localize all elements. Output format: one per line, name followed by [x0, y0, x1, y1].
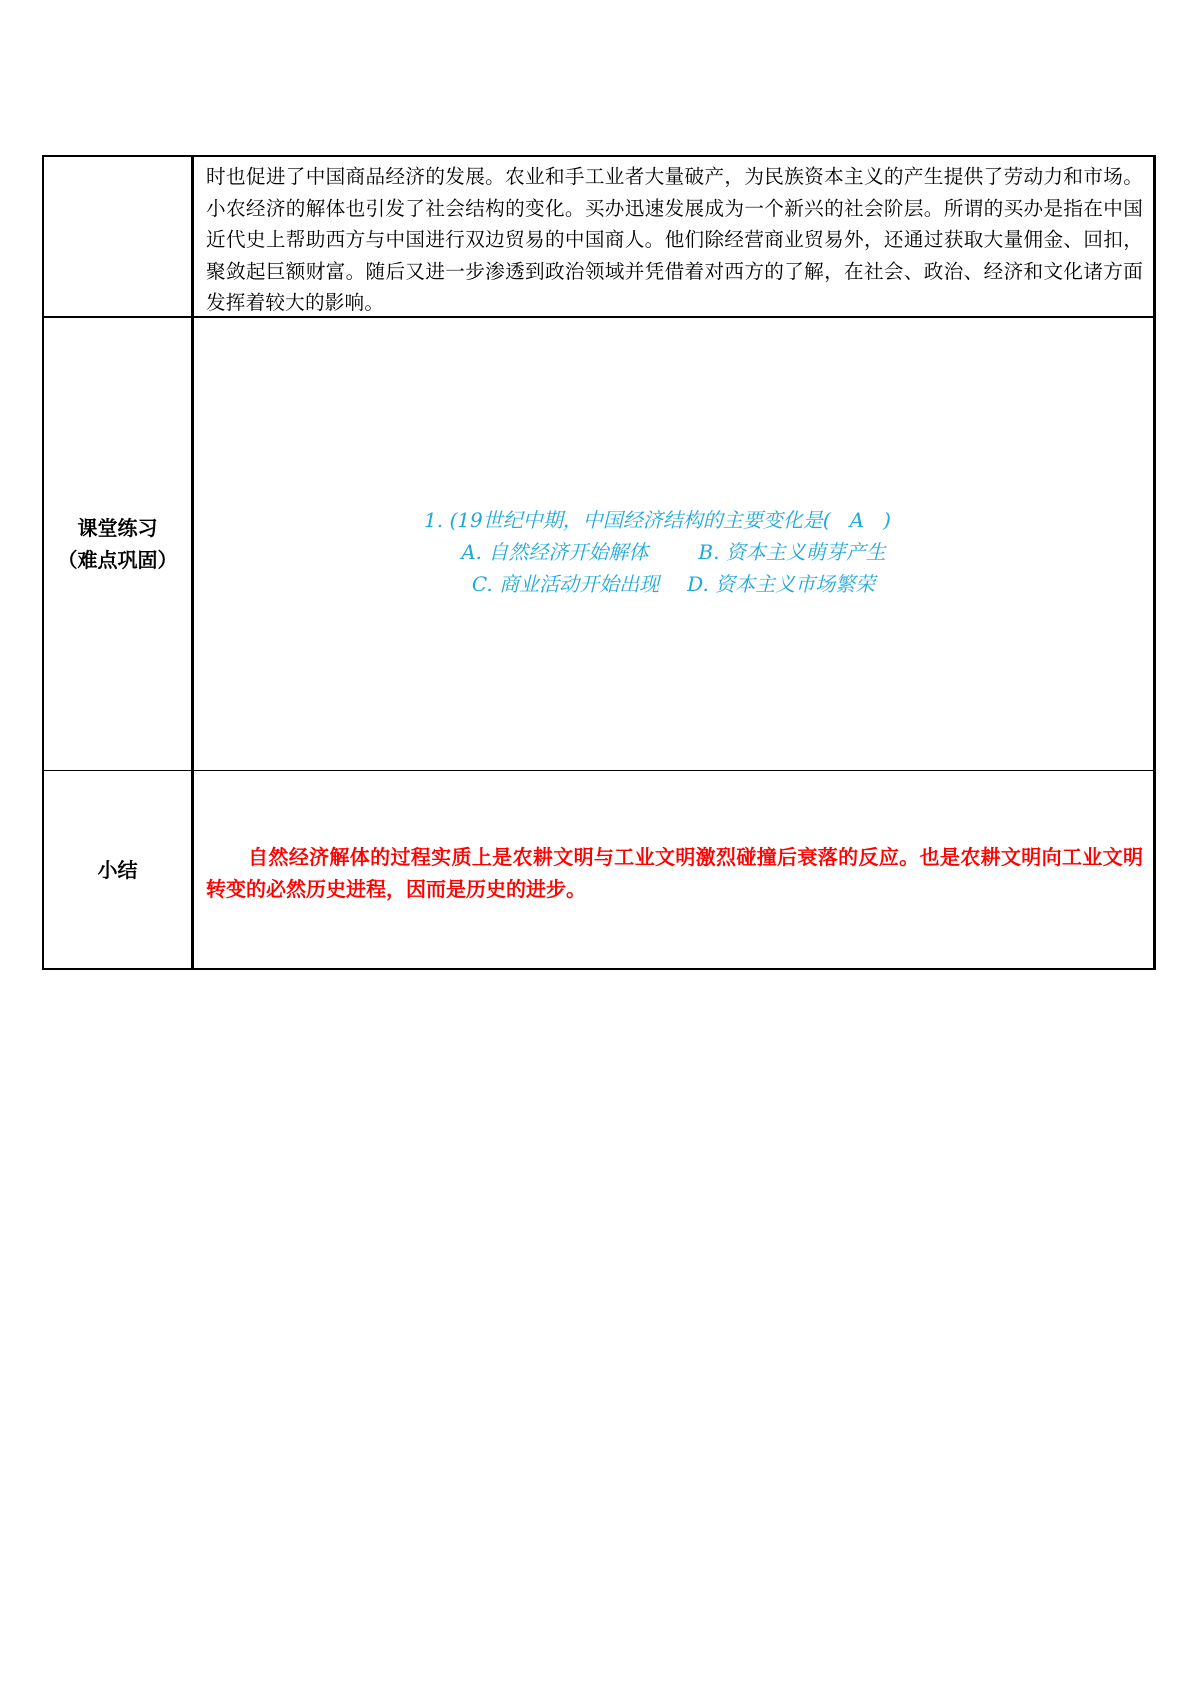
table-row-summary [44, 771, 1153, 968]
practice-options-cd [194, 568, 1153, 600]
practice-label-line1: 课堂练习 [77, 516, 158, 540]
practice-question: 1. (19世纪中期，中国经济结构的主要变化是( A ) [424, 508, 891, 532]
row-content-cell [194, 157, 1153, 316]
continuation-paragraph: 时也促进了中国商品经济的发展。农业和手工业者大量破产，为民族资本主义的产生提供了劳动力和市场。小农经济的解体也引发了社会结构的变化。买办迅速发展成为一个新兴的社会阶层。所谓的买办是指在中国近代史上帮助西方与中国进行双边贸易的中国商人。他们除经营商业贸易外，还通过获取大量佣金、回扣，聚敛起巨额财富。随后又进一步渗透到政治领域并凭借着对西方的了解，在社会、政治、经济和文化诸方面发挥着较大的影响。 [206, 165, 1143, 314]
table-row-practice [44, 318, 1153, 771]
summary-paragraph: 自然经济解体的过程实质上是农耕文明与工业文明激烈碰撞后衰落的反应。也是农耕文明向工业文明转变的必然历史进程，因而是历史的进步。 [206, 845, 1143, 901]
option-b: B. 资本主义萌芽产生 [698, 540, 886, 564]
summary-label-cell [44, 771, 194, 968]
table-row-continuation [44, 157, 1153, 318]
lesson-table [42, 155, 1156, 970]
practice-label-cell [44, 318, 194, 770]
option-a: A. 自然经济开始解体 [461, 540, 649, 564]
practice-content-cell [194, 318, 1153, 770]
option-c: C. 商业活动开始出现 [471, 572, 660, 596]
practice-label-line2: （难点巩固） [57, 548, 178, 572]
practice-question-line [194, 504, 1153, 536]
summary-content-cell [194, 771, 1153, 968]
row-label-empty [44, 157, 194, 316]
summary-label: 小结 [97, 857, 138, 882]
practice-question-block [194, 504, 1153, 600]
practice-options-ab [194, 536, 1153, 568]
option-d: D. 资本主义市场繁荣 [687, 572, 876, 596]
